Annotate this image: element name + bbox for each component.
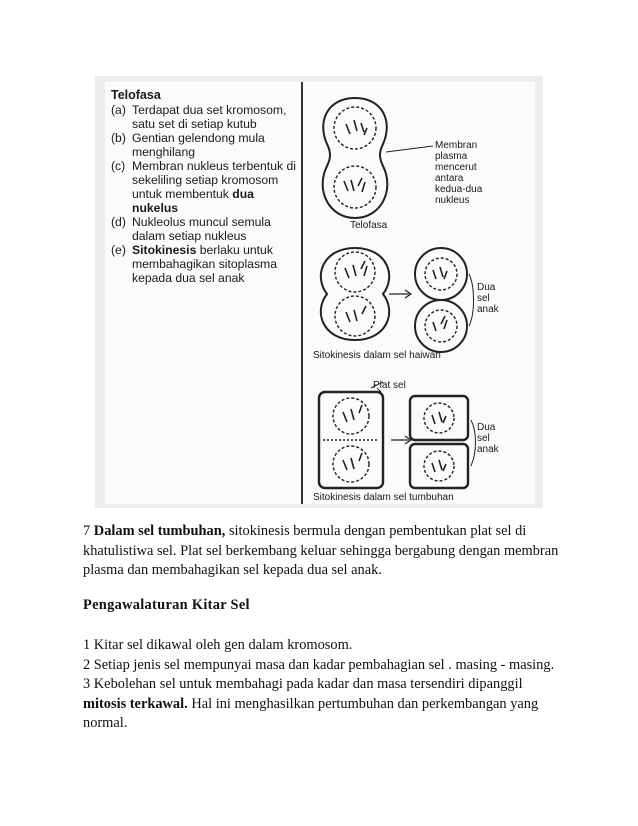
label-plat-sel: Plat sel — [373, 380, 406, 391]
animal-cell-cytokinesis — [321, 248, 474, 352]
label-telofasa: Telofasa — [350, 220, 388, 231]
label-sitokinesis-tumbuhan: Sitokinesis dalam sel tumbuhan — [313, 492, 454, 503]
section-title: Pengawalaturan Kitar Sel — [83, 597, 250, 613]
label-dua-sel-anak-tumbuhan: Dua sel anak — [477, 422, 499, 455]
note-e: (e) Sitokinesis berlaku untuk membahagikan sitoplasma kepada dua sel anak — [111, 243, 277, 285]
section-body — [83, 636, 563, 734]
figure-page — [105, 82, 535, 504]
point-3: 3 Kebolehan sel untuk membahagi pada kadar dan masa tersendiri dipanggil mitosis terkawal. Hal ini menghasilkan pertumbuhan dan perkembangan yang normal. — [83, 676, 539, 731]
note-c: (c) Membran nukleus terbentuk di sekeliling setiap kromosom untuk membentuk dua nukelus — [111, 159, 296, 215]
telofasa-cell — [323, 98, 433, 218]
textbook-figure — [95, 76, 543, 508]
telofasa-heading: Telofasa — [111, 88, 161, 102]
note-a: (a) Terdapat dua set kromosom, satu set di setiap kutub — [111, 103, 287, 131]
point-2: 2 Setiap jenis sel mempunyai masa dan kadar pembahagian sel . masing - masing. — [83, 656, 555, 673]
label-sitokinesis-haiwan: Sitokinesis dalam sel haiwan — [313, 350, 441, 361]
paragraph-7: 7 Dalam sel tumbuhan, sitokinesis bermula dengan pembentukan plat sel di khatulistiwa sel. Plat sel berkembang keluar sehingga bergabung dengan membran plasma dan membahagikan sel kepada dua sel anak. — [83, 523, 559, 578]
note-b: (b) Gentian gelendong mula menghilang — [111, 131, 265, 159]
note-d: (d) Nukleolus muncul semula dalam setiap nukleus — [111, 215, 271, 243]
plant-cell-cytokinesis — [319, 382, 476, 488]
label-dua-sel-anak-haiwan: Dua sel anak — [477, 282, 499, 315]
label-membran-plasma: Membran plasma mencerut antara kedua-dua nukleus — [435, 140, 483, 206]
point-1: 1 Kitar sel dikawal oleh gen dalam kromosom. — [83, 637, 353, 653]
